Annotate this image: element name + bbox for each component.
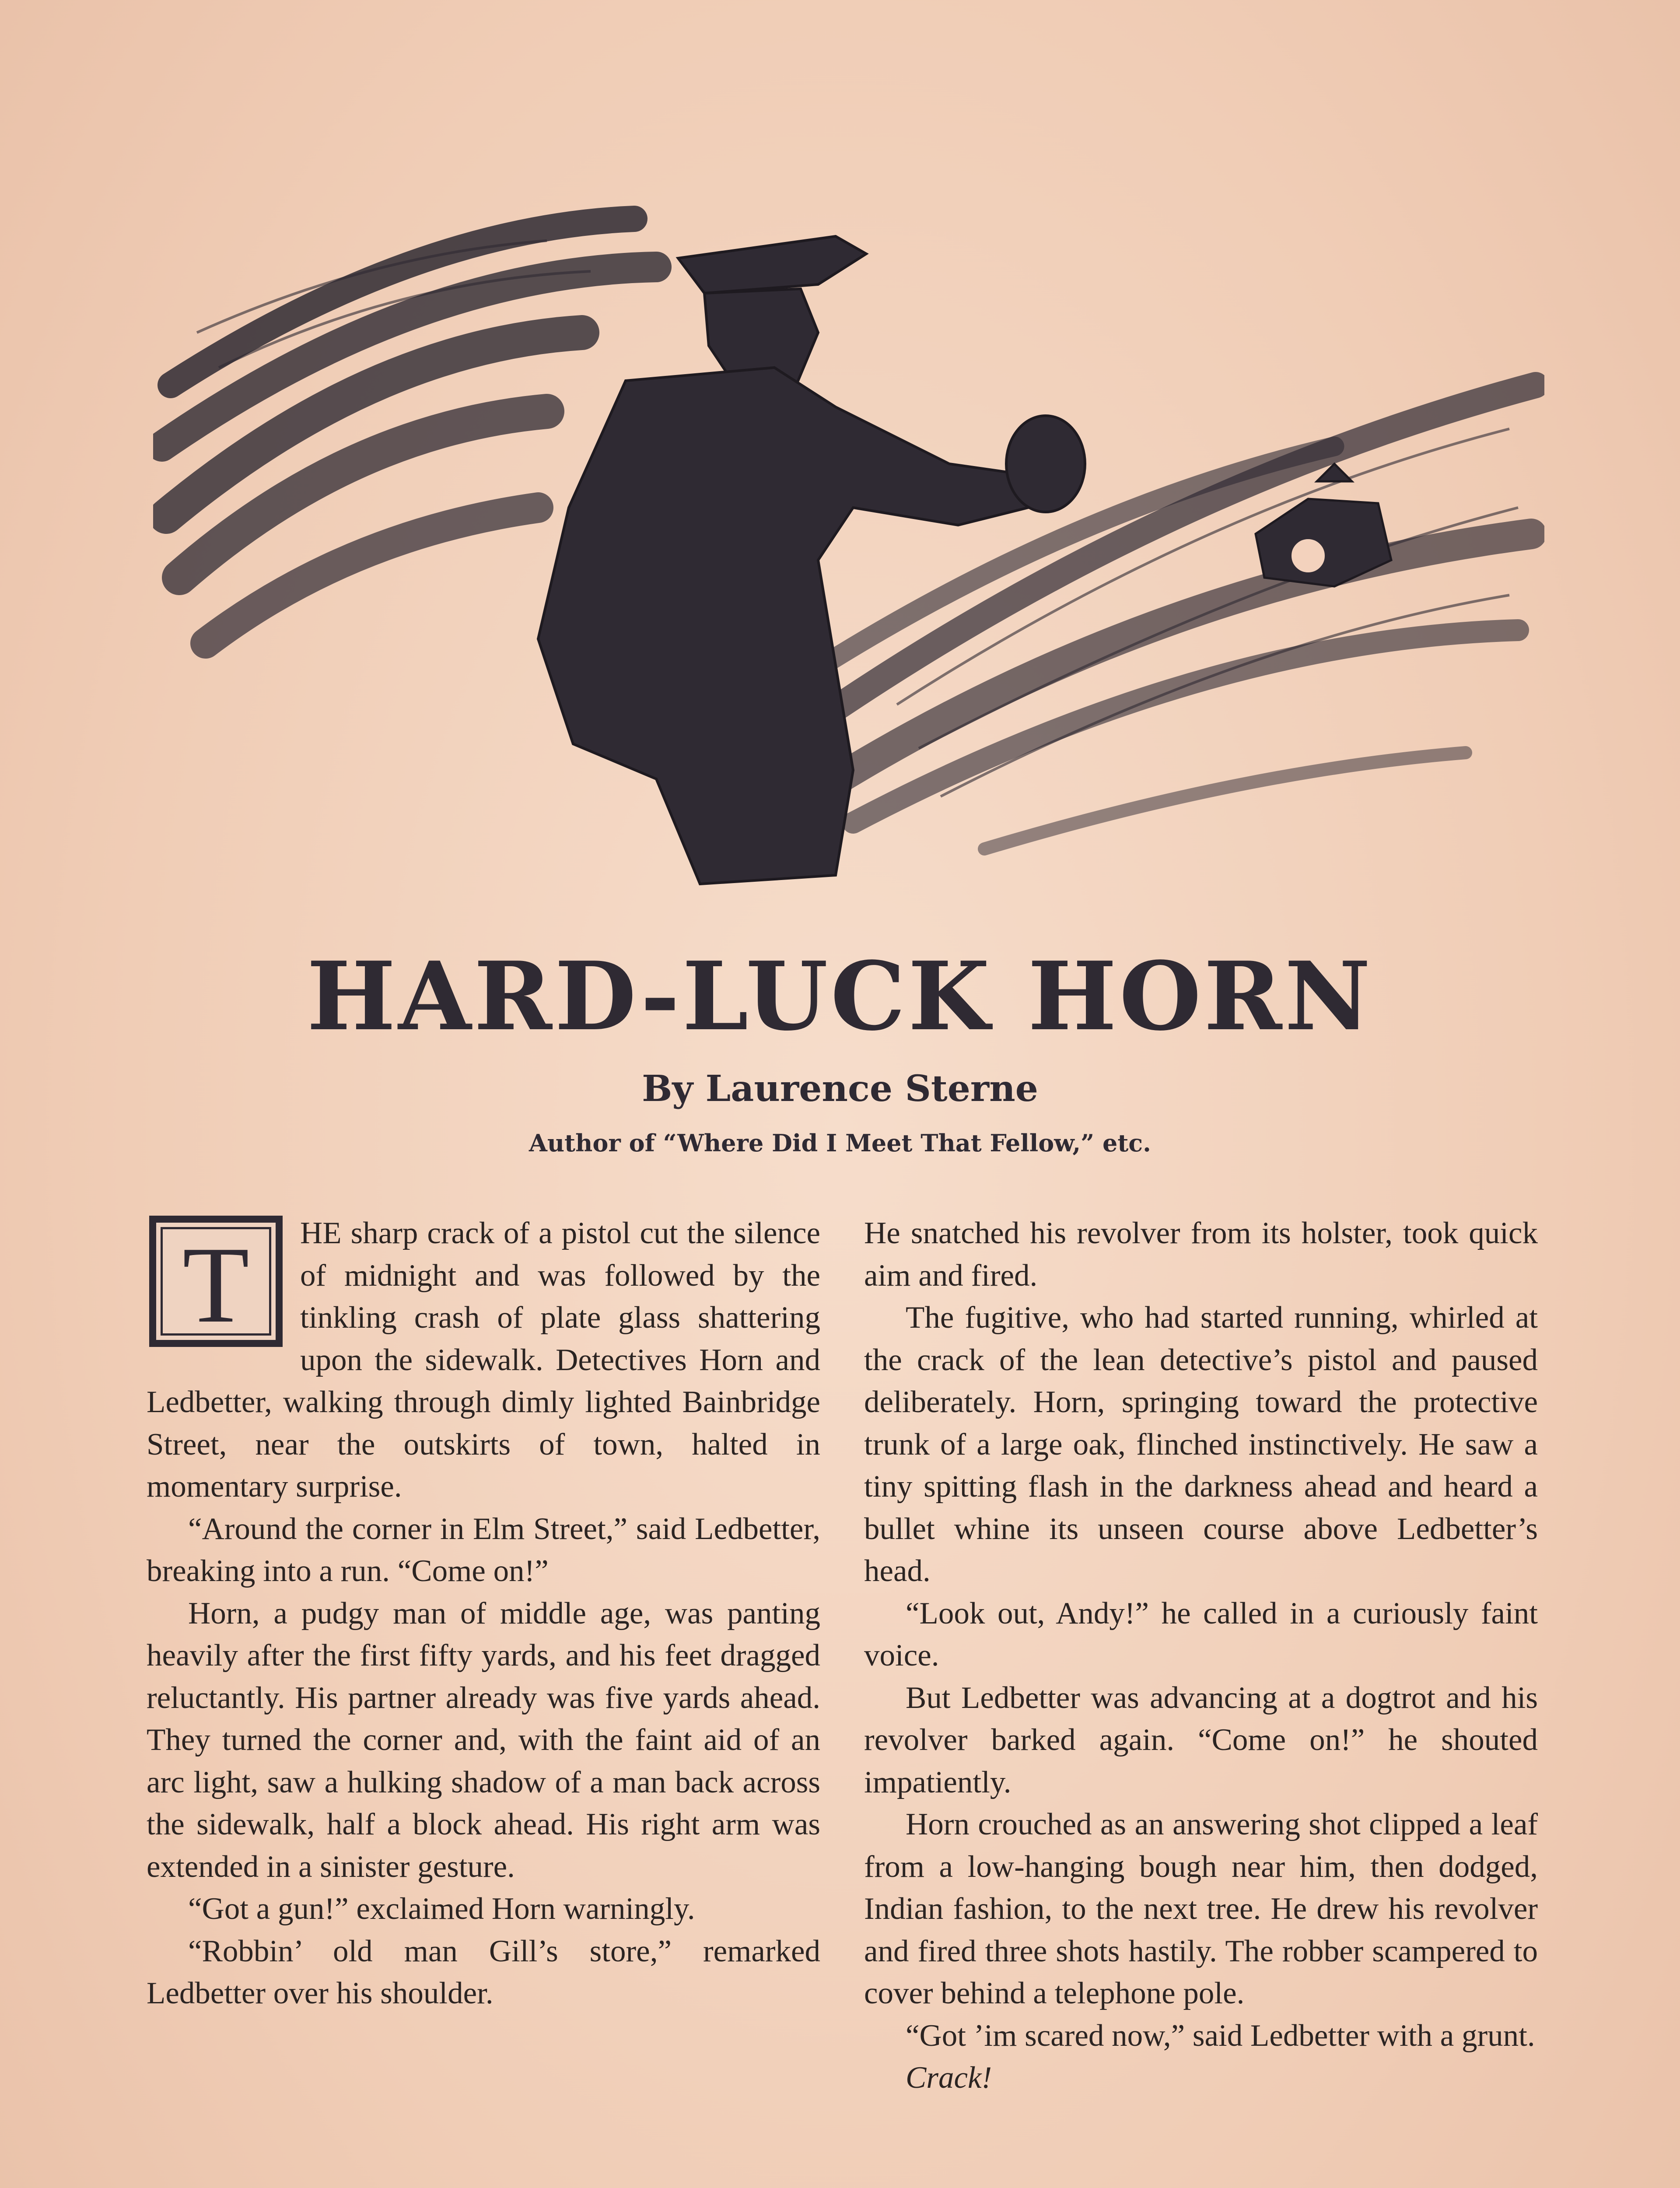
paragraph: “Look out, Andy!” he called in a curiously faint voice. [864, 1596, 1538, 1673]
paragraph: “Got ’im scared now,” said Ledbetter with a grunt. [906, 2018, 1535, 2053]
paragraph: Horn crouched as an answering shot clipped a leaf from a low-hanging bough near him, then dodged, Indian fashion, to the next tree. He drew his revolver and fired three shots hastily. The robber scampered to cover behind a telephone pole. [864, 1807, 1538, 2010]
right-column [864, 1212, 1538, 2099]
paragraph: HE sharp crack of a pistol cut the silence of midnight and was followed by the tinkling crash of plate glass shattering upon the sidewalk. Detectives Horn and Ledbetter, walking through dimly lighted Bainbridge Street, near the outskirts of town, halted in momentary surprise. [147, 1216, 820, 1504]
paragraph: Crack! [906, 2061, 992, 2095]
policeman-chasing-car-illustration [153, 201, 1544, 901]
paragraph: “Got a gun!” exclaimed Horn warningly. [188, 1892, 695, 1926]
paragraph: “Robbin’ old man Gill’s store,” remarked Ledbetter over his shoulder. [147, 1934, 820, 2010]
paragraph: Horn, a pudgy man of middle age, was panting heavily after the first fifty yards, and his feet dragged reluctantly. His partner already was five yards ahead. They turned the corner and, with the faint aid of an arc light, saw a hulking shadow of a man back across the sidewalk, half a block ahead. His right arm was extended in a sinister gesture. [147, 1596, 820, 1884]
drop-cap [149, 1216, 283, 1347]
paragraph: He snatched his revolver from its holster, took quick aim and fired. [864, 1216, 1538, 1293]
paragraph: The fugitive, who had started running, whirled at the crack of the lean detective’s pistol and paused deliberately. Horn, springing toward the protective trunk of a large oak, flinched instinctively. He saw a tiny spitting flash in the darkness ahead and heard a bullet whine its unseen course above Ledbetter’s head. [864, 1301, 1538, 1588]
author-credit: Author of “Where Did I Meet That Fellow,” etc. [529, 1129, 1151, 1157]
story-title: HARD-LUCK HORN [307, 941, 1373, 1052]
paragraph: “Around the corner in Elm Street,” said Ledbetter, breaking into a run. “Come on!” [147, 1511, 820, 1588]
left-column [147, 1212, 820, 2015]
byline: By Laurence Sterne [642, 1068, 1038, 1110]
paragraph: But Ledbetter was advancing at a dogtrot and his revolver barked again. “Come on!” he shouted impatiently. [864, 1680, 1538, 1799]
drop-cap-letter: T [182, 1224, 249, 1346]
